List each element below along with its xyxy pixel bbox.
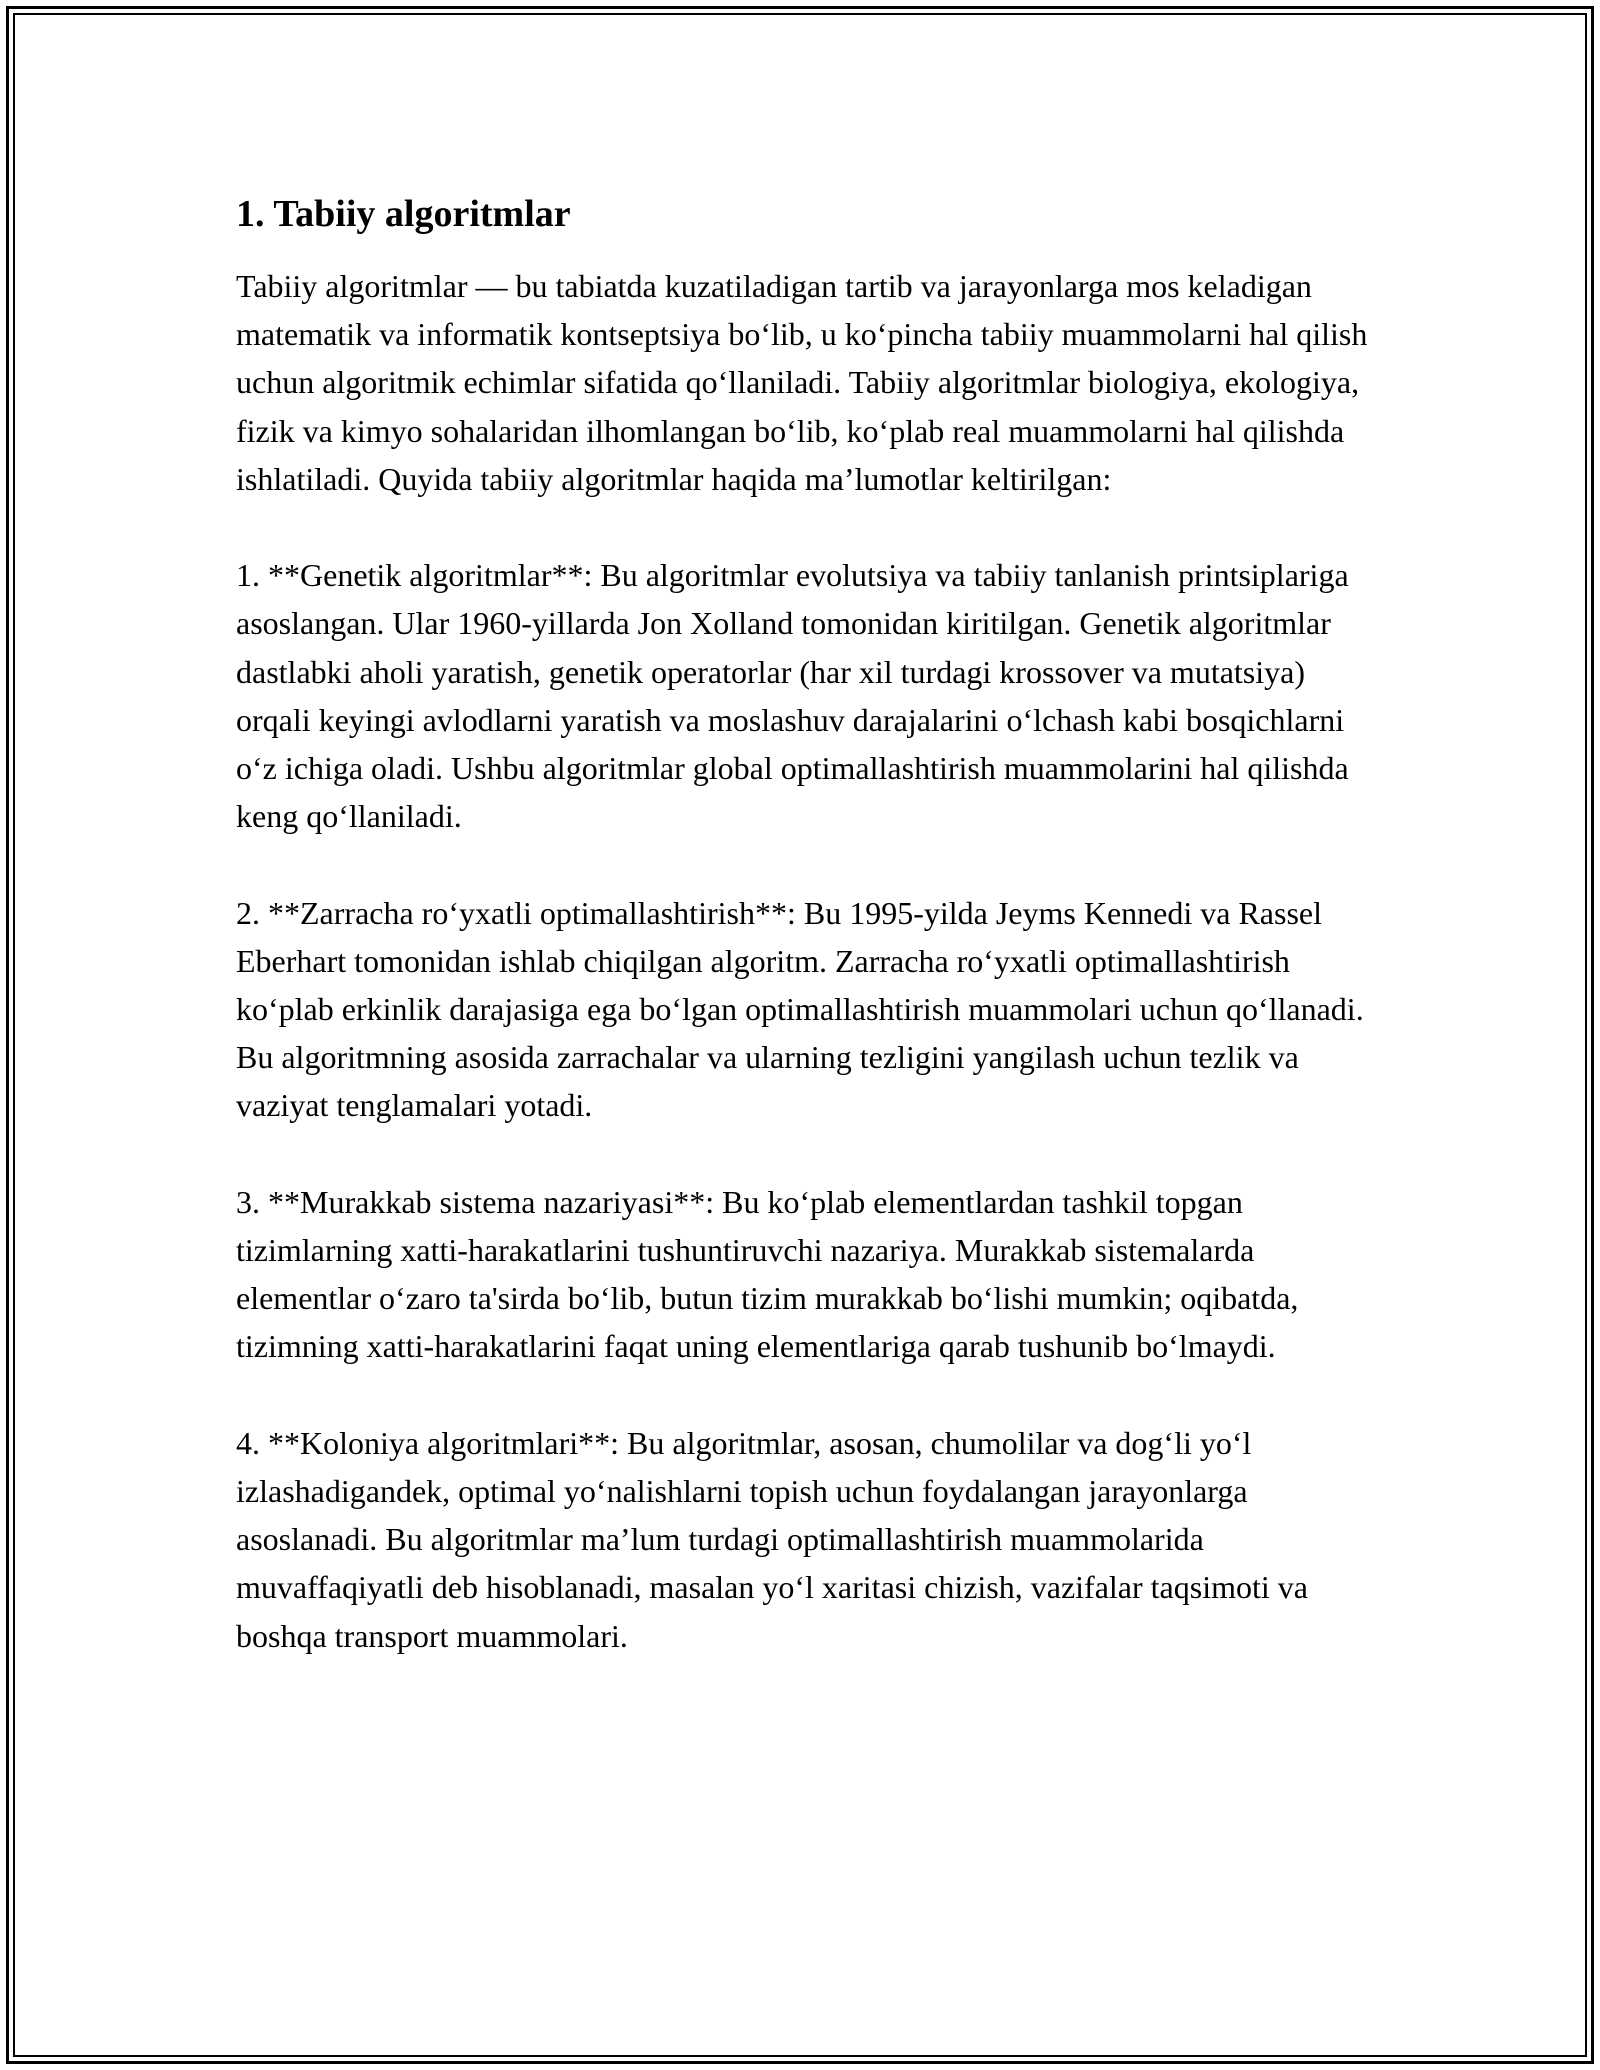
document-body xyxy=(236,186,1376,1708)
intro-paragraph: Tabiiy algoritmlar — bu tabiatda kuzatiladigan tartib va jarayonlarga mos keladigan matematik va informatik kontseptsiya bo‘lib, u ko‘pincha tabiiy muammolarni hal qilish uchun algoritmik echimlar sifatida qo‘llaniladi. Tabiiy algoritmlar biologiya, ekologiya, fizik va kimyo sohalaridan ilhomlangan bo‘lib, ko‘plab real muammolarni hal qilishda ishlatiladi. Quyida tabiiy algoritmlar haqida ma’lumotlar keltirilgan: xyxy=(236,268,1368,497)
list-item-genetic-algorithms: 1. **Genetik algoritmlar**: Bu algoritmlar evolutsiya va tabiiy tanlanish printsiplariga asoslangan. Ular 1960-yillarda Jon Xolland tomonidan kiritilgan. Genetik algoritmlar dastlabki aholi yaratish, genetik operatorlar (har xil turdagi krossover va mutatsiya) orqali keyingi avlodlarni yaratish va moslashuv darajalarini o‘lchash kabi bosqichlarni o‘z ichiga oladi. Ushbu algoritmlar global optimallashtirish muammolarini hal qilishda keng qo‘llaniladi. xyxy=(236,557,1349,835)
list-item-particle-swarm: 2. **Zarracha ro‘yxatli optimallashtirish**: Bu 1995-yilda Jeyms Kennedi va Rassel Eberhart tomonidan ishlab chiqilgan algoritm. Zarracha ro‘yxatli optimallashtirish ko‘plab erkinlik darajasiga ega bo‘lgan optimallashtirish muammolari uchun qo‘llanadi. Bu algoritmning asosida zarrachalar va ularning tezligini yangilash uchun tezlik va vaziyat tenglamalari yotadi. xyxy=(236,894,1364,1124)
page-title: 1. Tabiiy algoritmlar xyxy=(236,193,571,235)
list-item-complex-systems: 3. **Murakkab sistema nazariyasi**: Bu ko‘plab elementlardan tashkil topgan tizimlarning xatti-harakatlarini tushuntiruvchi nazariya. Murakkab sistemalarda elementlar o‘zaro ta'sirda bo‘lib, butun tizim murakkab bo‘lishi mumkin; oqibatda, tizimning xatti-harakatlarini faqat uning elementlariga qarab tushunib bo‘lmaydi. xyxy=(236,1183,1299,1365)
list-item-colony-algorithms: 4. **Koloniya algoritmlari**: Bu algoritmlar, asosan, chumolilar va dog‘li yo‘l izlashadigandek, optimal yo‘nalishlarni topish uchun foydalangan jarayonlarga asoslanadi. Bu algoritmlar ma’lum turdagi optimallashtirish muammolarida muvaffaqiyatli deb hisoblanadi, masalan yo‘l xaritasi chizish, vazifalar taqsimoti va boshqa transport muammolari. xyxy=(236,1424,1308,1654)
